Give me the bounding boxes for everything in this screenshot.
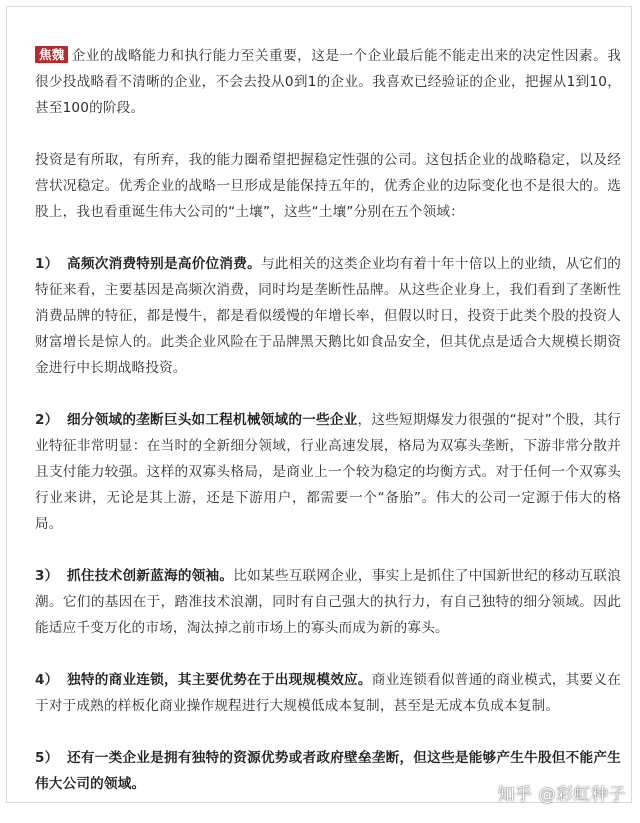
item-text: 比如某些互联网企业，事实上是抓住了中国新世纪的移动互联浪潮。它们的基因在于，踏准技术浪潮，同时有自己强大的执行力，有自己独特的细分领域。因此能适应千变万化的市场，淘汰掉之前市场上的寡头而成为新的寡头。 [35,568,621,636]
item-text: ，这些短期爆发力很强的“捉对”个股，其行业特征非常明显：在当时的全新细分领域，行业高速发展，格局为双寡头垄断，下游非常分散并且支付能力较强。这样的双寡头格局，是商业上一个较为稳定的均衡方式。对于任何一个双寡头行业来讲，无论是其上游，还是下游用户，都需要一个“备胎”。伟大的公司一定源于伟大的格局。 [35,412,621,532]
zhihu-watermark: 知乎 @彩虹种子 [497,785,626,805]
item-number: 5） [35,750,59,766]
author-tag: 焦魏 [35,46,68,63]
list-item-4 [35,667,621,719]
item-heading: 高频次消费特别是高价位消费。 [67,256,261,272]
list-item-1 [35,251,621,381]
article-frame [6,6,632,803]
item-text: 商业连锁看似普通的商业模式，其要义在于对于成熟的样板化商业操作规程进行大规模低成本复制，甚至是无成本负成本复制。 [35,672,621,714]
list-item-2 [35,407,621,537]
item-heading: 独特的商业连锁，其主要优势在于出现规模效应。 [67,672,372,688]
item-heading: 还有一类企业是拥有独特的资源优势或者政府壁垒垄断，但这些是能够产生牛股但不能产生伟大公司的领域。 [35,750,621,792]
item-number: 1） [35,256,59,272]
item-heading: 抓住技术创新蓝海的领袖。 [67,568,234,584]
item-number: 4） [35,672,59,688]
item-heading: 细分领域的垄断巨头如工程机械领域的一些企业 [67,412,358,428]
article-body [35,43,621,823]
list-item-3 [35,563,621,641]
investment-paragraph: 投资是有所取，有所弃，我的能力圈希望把握稳定性强的公司。这包括企业的战略稳定，以及经营状况稳定。优秀企业的战略一旦形成是能保持五年的，优秀企业的边际变化也不是很大的。选股上，我也看重诞生伟大公司的“土壤”，这些“土壤”分别在五个领域： [35,152,621,220]
intro-text: 企业的战略能力和执行能力至关重要，这是一个企业最后能不能走出来的决定性因素。我很少投战略看不清晰的企业，不会去投从0到1的企业。我喜欢已经验证的企业，把握从1到10，甚至100的阶段。 [35,48,621,116]
item-text: 与此相关的这类企业均有着十年十倍以上的业绩，从它们的特征来看，主要基因是高频次消费，同时均是垄断性品牌。从这些企业身上，我们看到了垄断性消费品牌的特征，都是慢牛，都是看似缓慢的年增长率，但假以时日，投资于此类个股的投资人财富增长是惊人的。此类企业风险在于品牌黑天鹅比如食品安全，但其优点是适合大规模长期资金进行中长期战略投资。 [35,256,621,376]
item-number: 3） [35,568,59,584]
intro-paragraph [35,43,621,121]
item-number: 2） [35,412,59,428]
